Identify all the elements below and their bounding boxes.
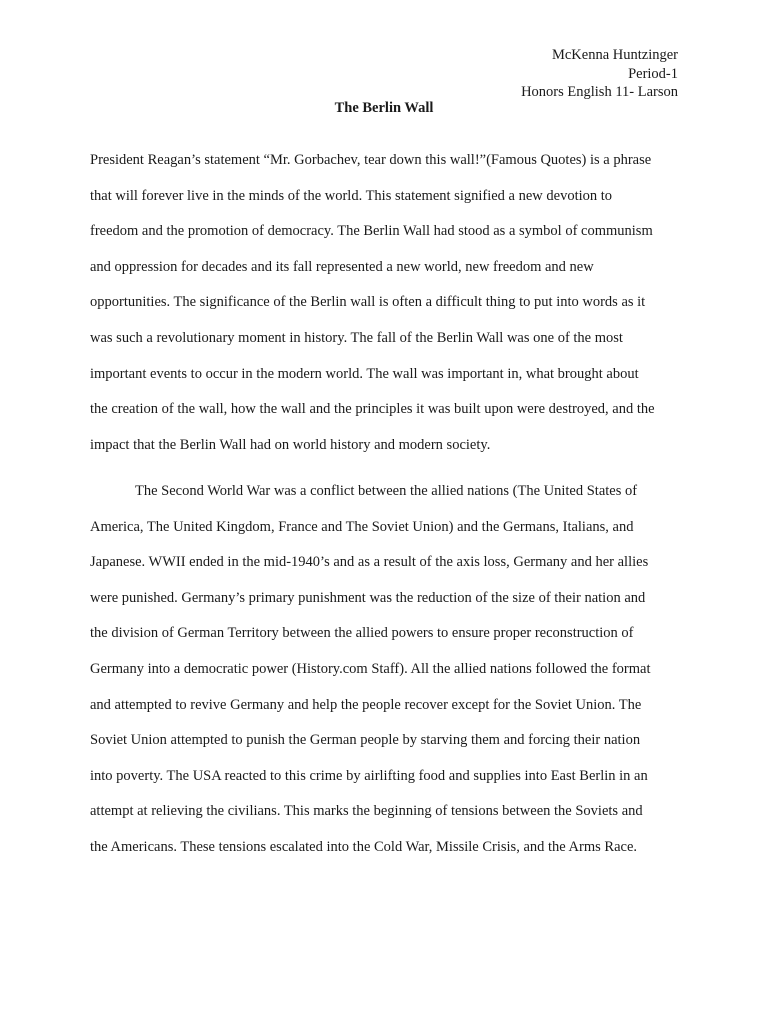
heading-block: [521, 46, 678, 102]
text-line: the division of German Territory between the allied powers to ensure proper reconstruction of: [90, 625, 634, 642]
text-line: Soviet Union attempted to punish the German people by starving them and forcing their nation: [90, 732, 641, 749]
text-line: and oppression for decades and its fall represented a new world, new freedom and new: [90, 258, 594, 275]
text-line: Japanese. WWII ended in the mid-1940’s and as a result of the axis loss, Germany and her allies: [90, 554, 649, 571]
text-line: attempt at relieving the civilians. This marks the beginning of tensions between the Soviets and: [90, 803, 643, 820]
class-period: Period-1: [628, 65, 678, 82]
text-line: America, The United Kingdom, France and The Soviet Union) and the Germans, Italians, and: [90, 518, 634, 535]
text-line: was such a revolutionary moment in history. The fall of the Berlin Wall was one of the most: [90, 329, 623, 346]
essay-title: The Berlin Wall: [334, 100, 434, 116]
text-line: The Second World War was a conflict between the allied nations (The United States of: [135, 483, 638, 499]
text-line: Germany into a democratic power (History.com Staff). All the allied nations followed the format: [90, 660, 651, 677]
paragraph-1: [90, 143, 680, 463]
course-name: Honors English 11- Larson: [521, 84, 678, 100]
author-name: McKenna Huntzinger: [551, 47, 678, 63]
text-line: into poverty. The USA reacted to this crime by airlifting food and supplies into East Berlin in an: [90, 767, 648, 784]
text-line: the creation of the wall, how the wall and the principles it was built upon were destroyed, and the: [90, 401, 655, 418]
text-line: and attempted to revive Germany and help the people recover except for the Soviet Union. The: [90, 696, 642, 713]
text-line: were punished. Germany’s primary punishment was the reduction of the size of their nation and: [90, 589, 646, 606]
text-line: the Americans. These tensions escalated into the Cold War, Missile Crisis, and the Arms Race.: [90, 838, 637, 855]
text-line: important events to occur in the modern world. The wall was important in, what brought about: [90, 365, 639, 382]
text-line: impact that the Berlin Wall had on world history and modern society.: [90, 436, 491, 453]
text-line: that will forever live in the minds of the world. This statement signified a new devotion to: [90, 187, 613, 204]
text-line: freedom and the promotion of democracy. The Berlin Wall had stood as a symbol of communism: [90, 223, 653, 240]
text-line: opportunities. The significance of the Berlin wall is often a difficult thing to put into words as it: [90, 294, 646, 311]
text-line: President Reagan’s statement “Mr. Gorbachev, tear down this wall!”(Famous Quotes) is a phrase: [90, 152, 652, 168]
paragraph-2: [90, 474, 680, 866]
